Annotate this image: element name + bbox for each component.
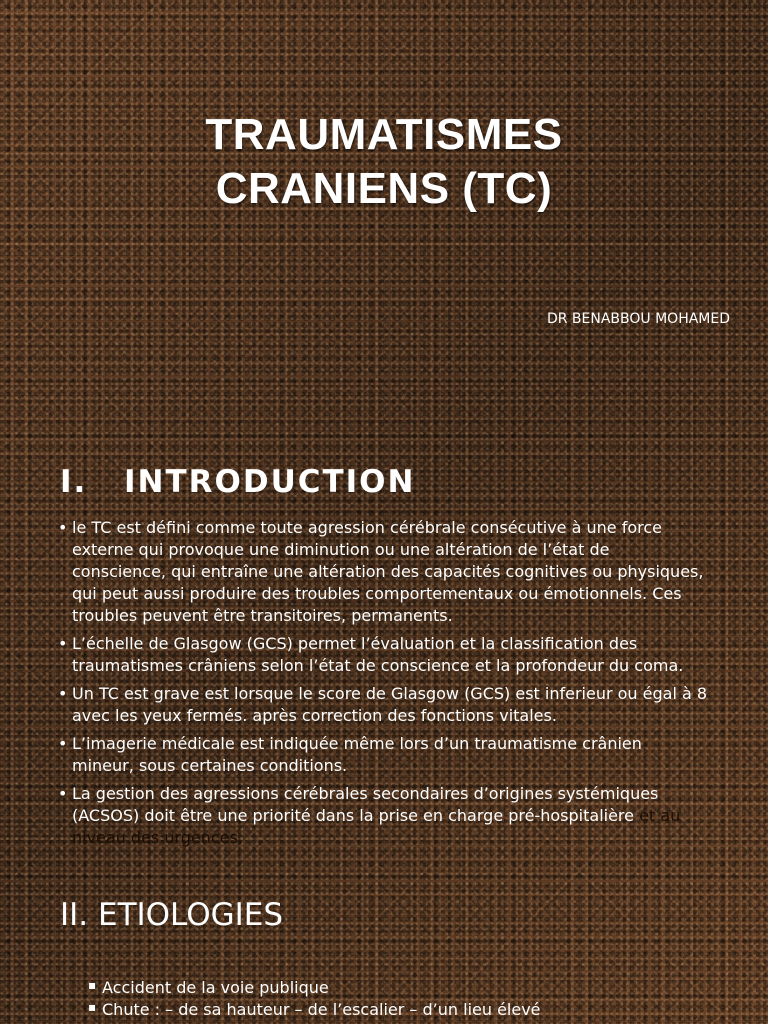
bullet-item-dark-text: et au niveau des urgences.: [72, 806, 681, 847]
title-line-2: CRANIENS (TC): [215, 164, 553, 213]
introduction-heading: [60, 464, 415, 500]
bullet-item: • Un TC est grave est lorsque le score de Glasgow (GCS) est inferieur ou égal à 8 avec les yeux fermés. après correction des fonctions vitales.: [58, 683, 708, 727]
bullet-item: • L’imagerie médicale est indiquée même lors d’un traumatisme crânien mineur, sous certaines conditions.: [58, 733, 708, 777]
content-slide: [0, 420, 768, 1024]
etiology-item: ▪ Chute : – de sa hauteur – de l’escalier – d’un lieu élevé: [88, 999, 728, 1021]
introduction-bullet-list: [58, 517, 708, 855]
author-name: DR BENABBOU MOHAMED: [546, 311, 730, 327]
bullet-item: • le TC est défini comme toute agression cérébrale consécutive à une force externe qui provoque une diminution ou une altération de l’état de conscience, qui entraîne une altération des capacités cognitives ou physiques, qui peut aussi produire des troubles comportementaux ou émotionnels. Ces troubles peuvent être transitoires, permanents.: [58, 517, 708, 627]
bullet-item: [58, 783, 708, 849]
title-line-1: TRAUMATISMES: [205, 110, 563, 159]
introduction-heading-text: INTRODUCTION: [124, 464, 416, 500]
etiologies-list: [88, 977, 728, 1021]
bullet-item: • L’échelle de Glasgow (GCS) permet l’évaluation et la classification des traumatismes crâniens selon l’état de conscience et la profondeur du coma.: [58, 633, 708, 677]
presentation-title: [0, 108, 768, 216]
etiologies-heading: II. ETIOLOGIES: [60, 897, 284, 933]
etiology-item: ▪ Accident de la voie publique: [88, 977, 728, 999]
introduction-heading-number: I.: [60, 464, 88, 500]
title-slide: [0, 0, 768, 420]
bullet-item-text: La gestion des agressions cérébrales secondaires d’origines systémiques (ACSOS) doit être une priorité dans la prise en charge pré-hospitalière: [72, 784, 659, 825]
